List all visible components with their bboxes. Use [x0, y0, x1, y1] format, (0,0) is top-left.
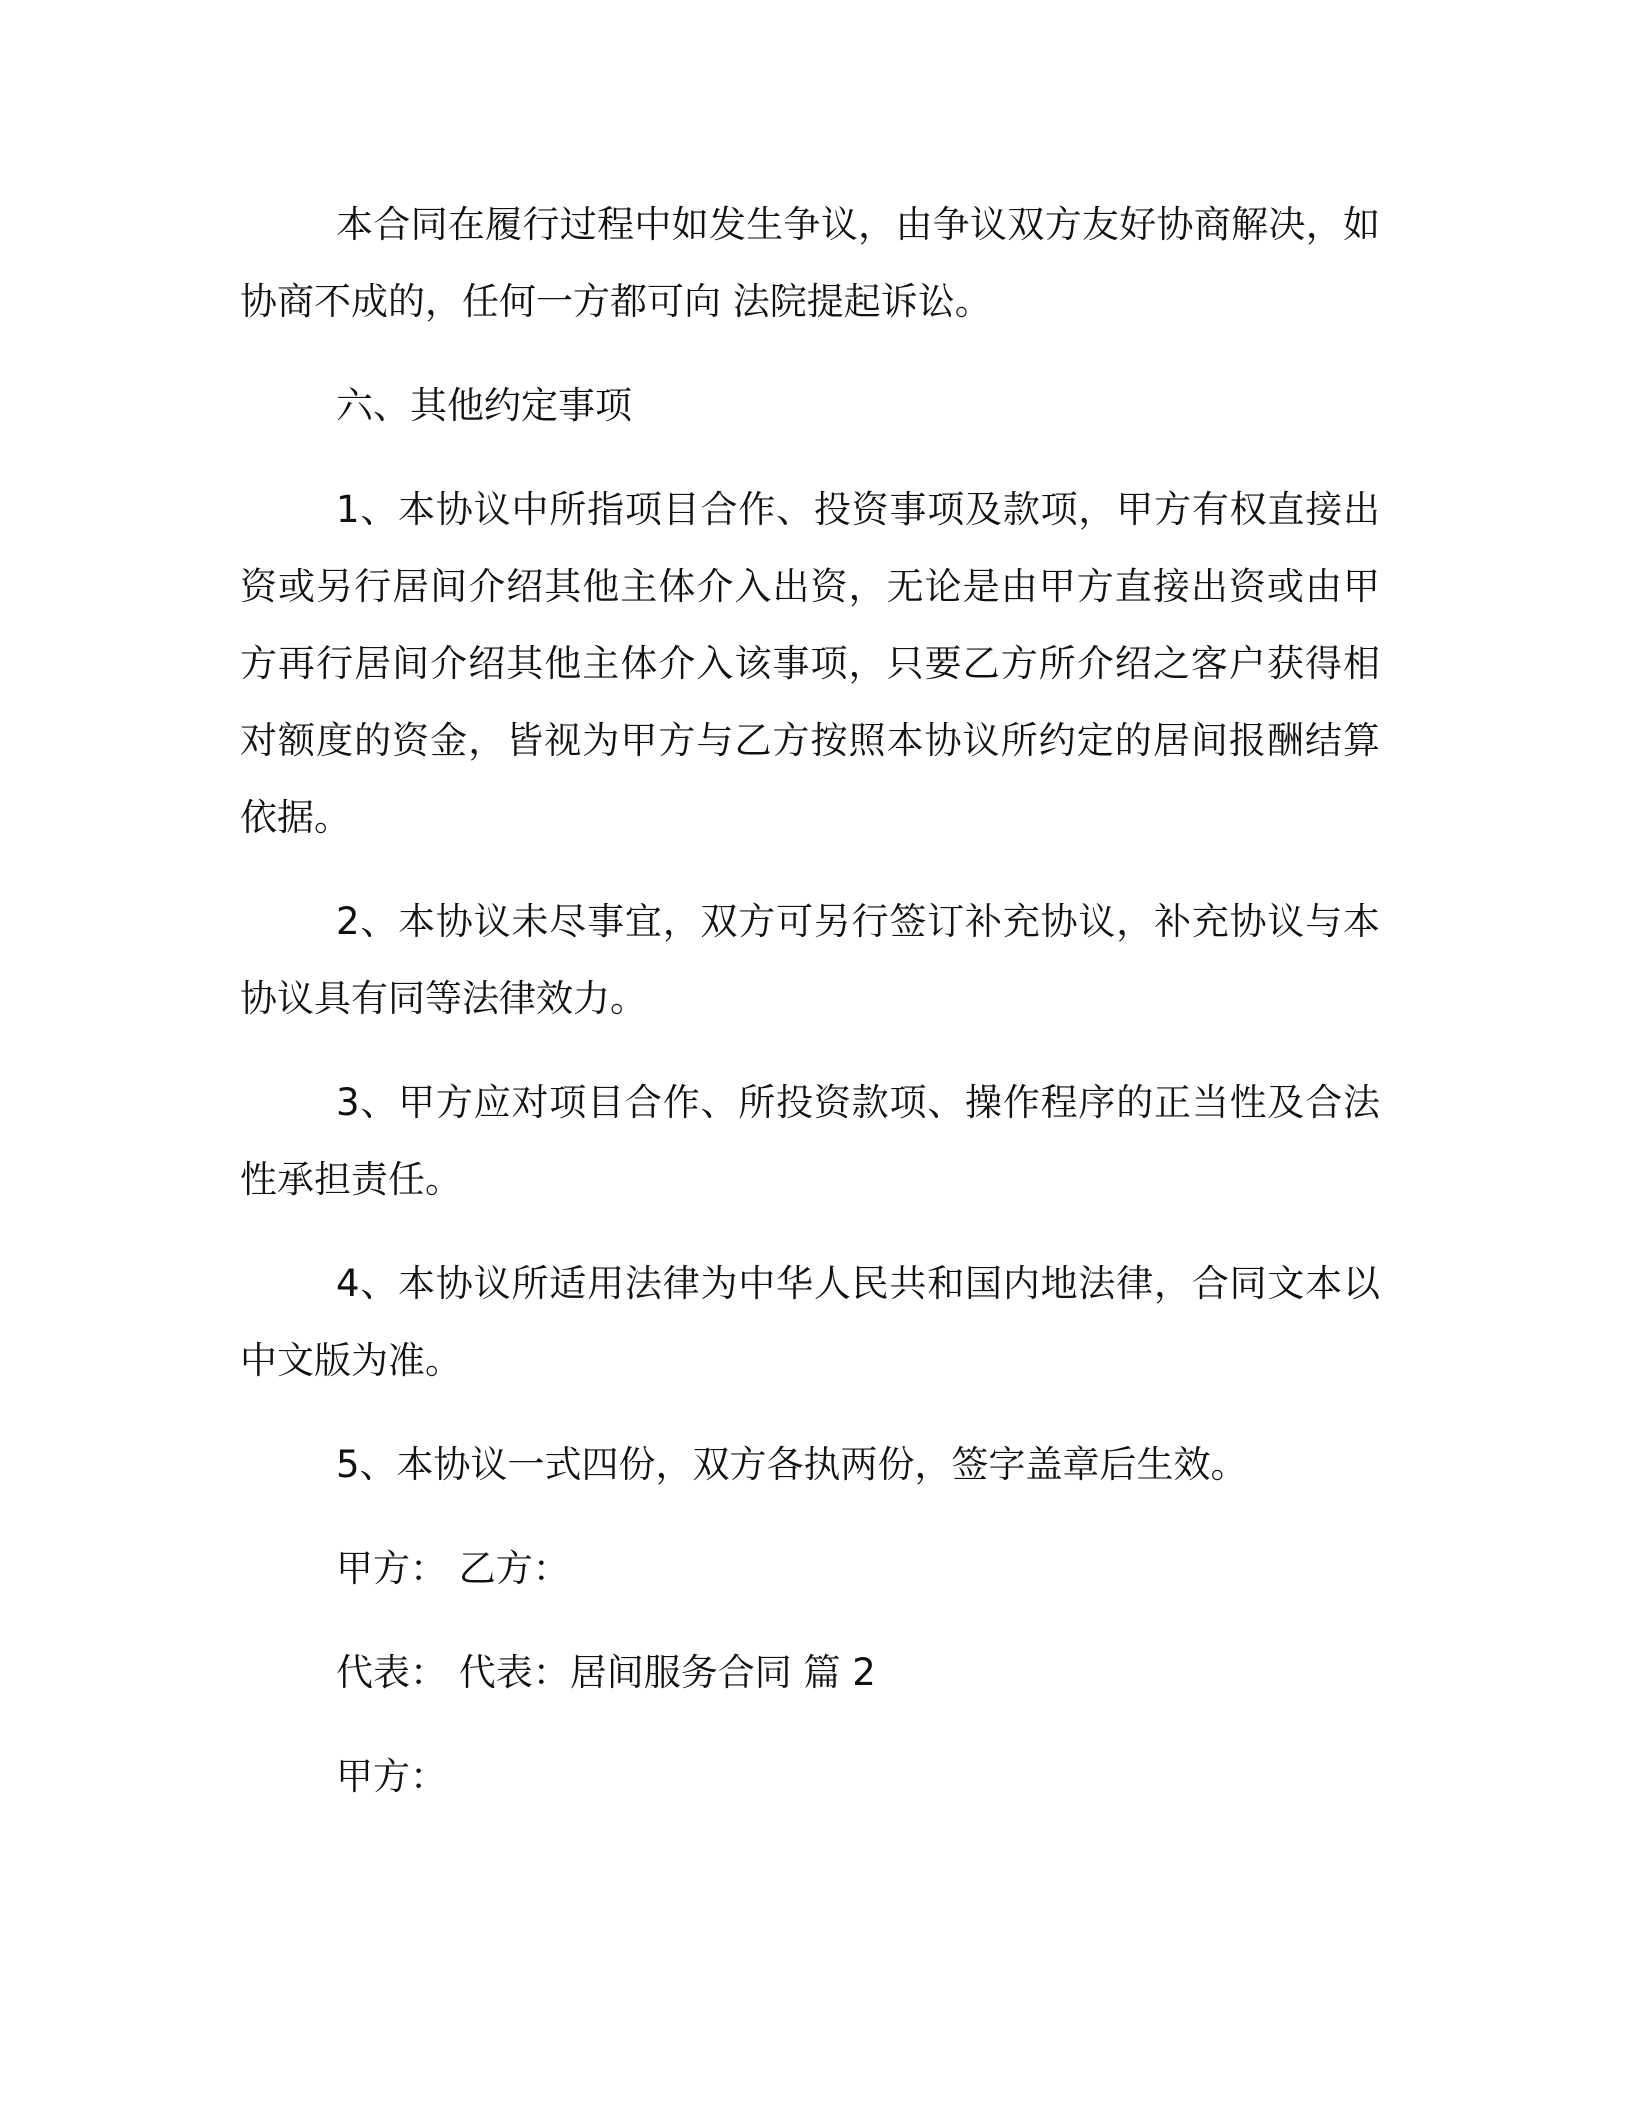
clause-5: 5、本协议一式四份，双方各执两份，签字盖章后生效。	[336, 1443, 1248, 1486]
party-a-line: 甲方：	[336, 1755, 447, 1798]
document-body	[240, 186, 1380, 1842]
section-heading: 六、其他约定事项	[336, 384, 632, 427]
clause-2: 2、本协议未尽事宜，双方可另行签订补充协议，补充协议与本协议具有同等法律效力。	[240, 900, 1380, 1020]
dispute-paragraph: 本合同在履行过程中如发生争议，由争议双方友好协商解决，如协商不成的，任何一方都可向 法院提起诉讼。	[240, 203, 1380, 323]
clause-1: 1、本协议中所指项目合作、投资事项及款项，甲方有权直接出资或另行居间介绍其他主体介入出资，无论是由甲方直接出资或由甲方再行居间介绍其他主体介入该事项，只要乙方所介绍之客户获得相对额度的资金，皆视为甲方与乙方按照本协议所约定的居间报酬结算依据。	[240, 488, 1380, 839]
parties-signature-line: 甲方： 乙方：	[336, 1547, 570, 1590]
representatives-line: 代表： 代表：居间服务合同 篇 2	[336, 1651, 876, 1694]
clause-4: 4、本协议所适用法律为中华人民共和国内地法律，合同文本以中文版为准。	[240, 1262, 1380, 1382]
clause-3: 3、甲方应对项目合作、所投资款项、操作程序的正当性及合法性承担责任。	[240, 1081, 1380, 1201]
